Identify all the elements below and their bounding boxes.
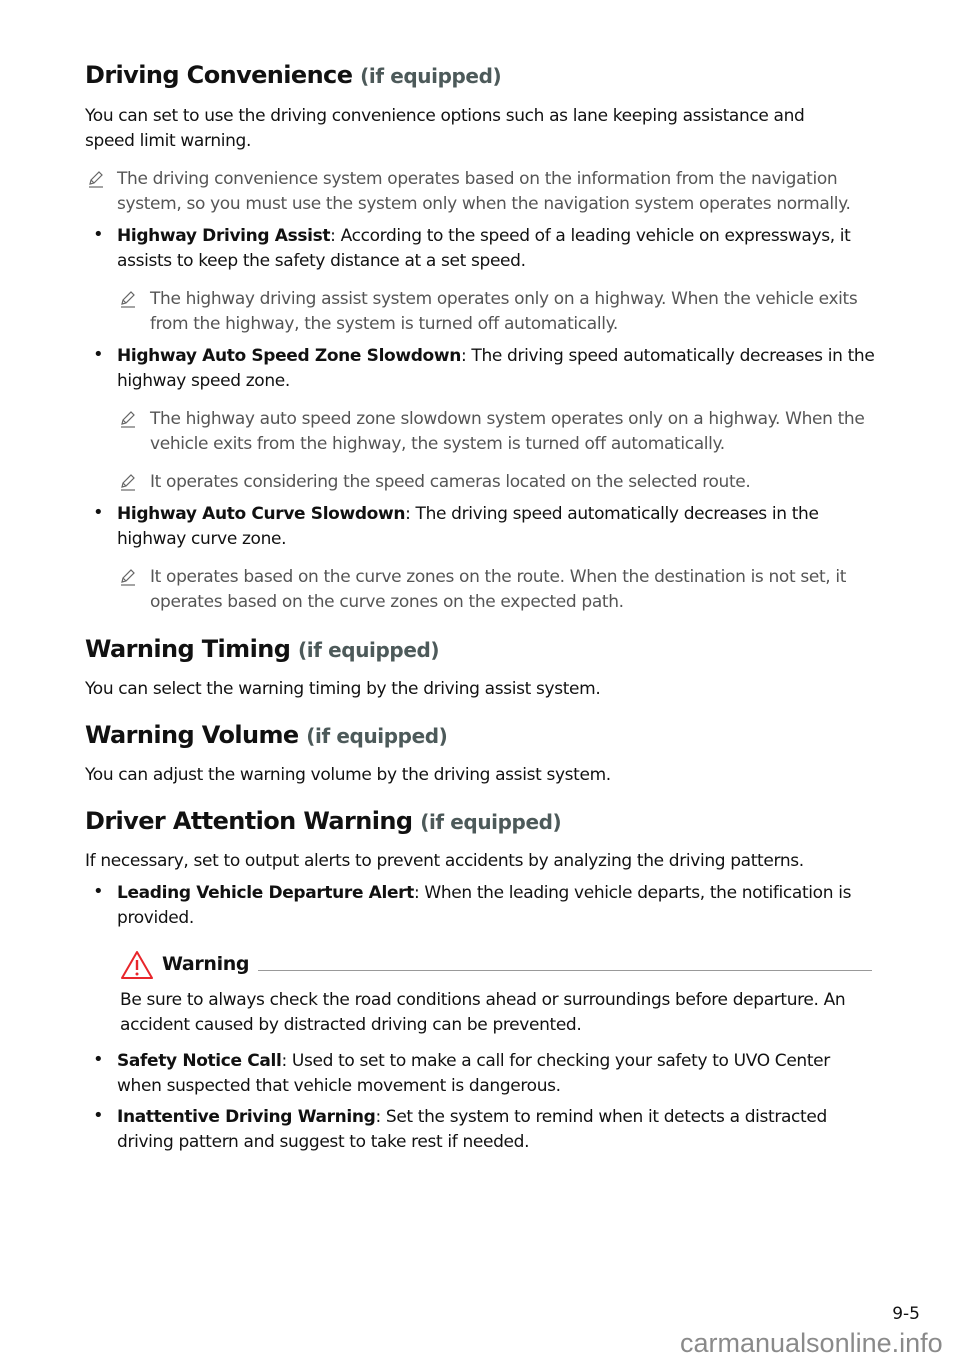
intro-paragraph: You can set to use the driving convenience options such as lane keeping assistance and speed limit warning. — [85, 106, 805, 151]
if-equipped-label: (if equipped) — [360, 64, 502, 88]
note-text: The driving convenience system operates based on the information from the navigation system, so you must use the system only when the navigation system operates normally. — [117, 169, 851, 214]
bullet-text: : When the leading vehicle departs, the notification is provided. — [117, 883, 852, 928]
intro-paragraph: If necessary, set to output alerts to prevent accidents by analyzing the driving patterns. — [85, 851, 804, 871]
warning-label: Warning — [162, 953, 250, 975]
section-heading-driving-convenience — [85, 61, 501, 89]
bullet-text: : Used to set to make a call for checking your safety to UVO Center when suspected that vehicle movement is dangerous. — [117, 1051, 830, 1096]
bullet-icon: • — [93, 1049, 104, 1070]
if-equipped-label: (if equipped) — [298, 638, 440, 662]
note-pencil-icon — [118, 567, 138, 587]
note-pencil-icon — [118, 472, 138, 492]
if-equipped-label: (if equipped) — [420, 810, 562, 834]
bullet-term: Highway Auto Curve Slowdown — [117, 504, 406, 524]
heading-text: Warning Timing — [85, 635, 291, 663]
heading-text: Driver Attention Warning — [85, 807, 413, 835]
bullet-term: Inattentive Driving Warning — [117, 1107, 376, 1127]
bullet-icon: • — [93, 1105, 104, 1126]
bullet-icon: • — [93, 344, 104, 365]
bullet-auto-curve-slowdown — [117, 502, 837, 552]
bullet-icon: • — [93, 502, 104, 523]
heading-text: Warning Volume — [85, 721, 299, 749]
warning-text: Be sure to always check the road conditions ahead or surroundings before departure. An accident caused by distracted driving can be prevented. — [120, 990, 846, 1035]
intro-paragraph: You can adjust the warning volume by the driving assist system. — [85, 765, 611, 785]
note-pencil-icon — [118, 409, 138, 429]
bullet-highway-driving-assist — [117, 224, 877, 274]
bullet-icon: • — [93, 881, 104, 902]
section-heading-warning-timing — [85, 635, 439, 663]
warning-divider — [258, 970, 872, 971]
if-equipped-label: (if equipped) — [306, 724, 448, 748]
bullet-inattentive-driving-warning — [117, 1105, 847, 1155]
section-heading-driver-attention-warning — [85, 807, 561, 835]
note-text: The highway driving assist system operates only on a highway. When the vehicle exits from the highway, the system is turned off automatically. — [150, 289, 858, 334]
bullet-icon: • — [93, 224, 104, 245]
section-heading-warning-volume — [85, 721, 447, 749]
note-text: It operates based on the curve zones on the route. When the destination is not set, it operates based on the curve zones on the expected path. — [150, 567, 847, 612]
note-text: The highway auto speed zone slowdown system operates only on a highway. When the vehicle exits from the highway, the system is turned off automatically. — [150, 409, 865, 454]
page-number: 9-5 — [892, 1304, 920, 1324]
bullet-leading-vehicle-departure — [117, 881, 877, 931]
bullet-safety-notice-call — [117, 1049, 847, 1099]
intro-paragraph: You can select the warning timing by the driving assist system. — [85, 679, 601, 699]
note-text: It operates considering the speed cameras located on the selected route. — [150, 472, 751, 492]
bullet-text: : According to the speed of a leading vehicle on expressways, it assists to keep the safety distance at a set speed. — [117, 226, 851, 271]
bullet-text: : The driving speed automatically decreases in the highway curve zone. — [117, 504, 819, 549]
warning-triangle-icon — [120, 950, 154, 980]
bullet-term: Highway Auto Speed Zone Slowdown — [117, 346, 461, 366]
bullet-text: : The driving speed automatically decreases in the highway speed zone. — [117, 346, 875, 391]
bullet-text: : Set the system to remind when it detects a distracted driving pattern and suggest to take rest if needed. — [117, 1107, 827, 1152]
bullet-term: Highway Driving Assist — [117, 226, 331, 246]
bullet-term: Safety Notice Call — [117, 1051, 282, 1071]
watermark: carmanualsonline.info — [680, 1328, 943, 1358]
note-pencil-icon — [118, 289, 138, 309]
note-pencil-icon — [86, 169, 106, 189]
bullet-term: Leading Vehicle Departure Alert — [117, 883, 414, 903]
bullet-auto-speed-zone-slowdown — [117, 344, 887, 394]
heading-text: Driving Convenience — [85, 61, 353, 89]
